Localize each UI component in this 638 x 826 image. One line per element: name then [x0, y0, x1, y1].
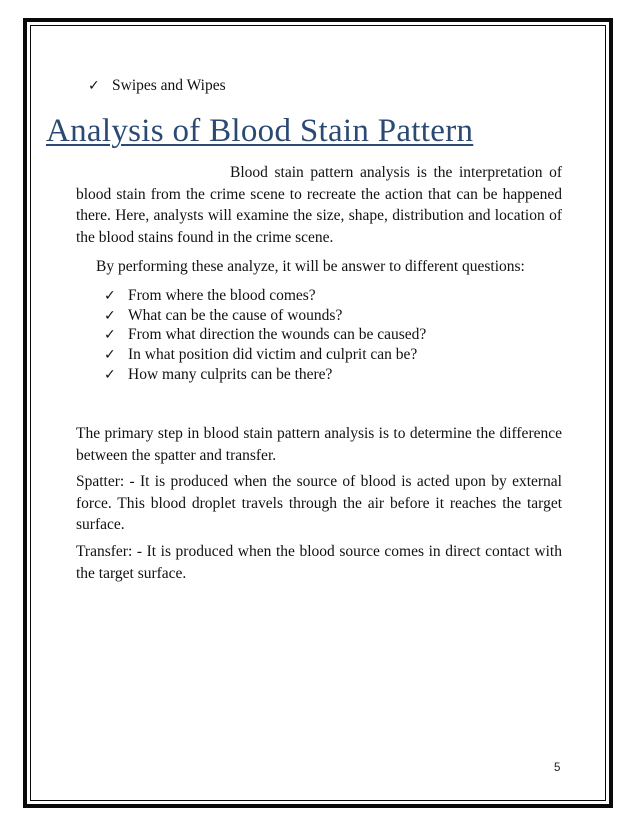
checkmark-icon: ✓	[88, 78, 100, 94]
bullet-swipes-and-wipes	[88, 77, 226, 95]
checkmark-icon: ✓	[104, 308, 116, 324]
bullet-label: Swipes and Wipes	[112, 77, 226, 94]
checkmark-icon: ✓	[104, 367, 116, 383]
question-text: What can be the cause of wounds?	[128, 307, 343, 324]
question-text: How many culprits can be there?	[128, 366, 333, 383]
checkmark-icon: ✓	[104, 327, 116, 343]
page-number: 5	[554, 762, 561, 774]
transfer-paragraph: Transfer: - It is produced when the blood source comes in direct contact with the target surface.	[76, 543, 562, 582]
list-item	[104, 307, 342, 325]
question-text: In what position did victim and culprit can be?	[128, 346, 418, 363]
list-item	[104, 287, 316, 305]
question-text: From what direction the wounds can be caused?	[128, 326, 427, 343]
checkmark-icon: ✓	[104, 288, 116, 304]
primary-step-paragraph: The primary step in blood stain pattern analysis is to determine the difference between the spatter and transfer.	[76, 425, 562, 464]
list-item	[104, 366, 332, 384]
spatter-paragraph: Spatter: - It is produced when the source of blood is acted upon by external force. This blood droplet travels through the air before it reaches the target surface.	[76, 473, 562, 533]
questions-lead: By performing these analyze, it will be answer to different questions:	[96, 258, 525, 275]
section-heading: Analysis of Blood Stain Pattern	[46, 113, 474, 149]
list-item	[104, 346, 417, 364]
question-text: From where the blood comes?	[128, 287, 316, 304]
list-item	[104, 326, 426, 344]
intro-paragraph: Blood stain pattern analysis is the interpretation of blood stain from the crime scene to recreate the action that can be happened there. Here, analysts will examine the size, shape, distribution and location of the blood stains found in the crime scene.	[76, 164, 562, 246]
checkmark-icon: ✓	[104, 347, 116, 363]
